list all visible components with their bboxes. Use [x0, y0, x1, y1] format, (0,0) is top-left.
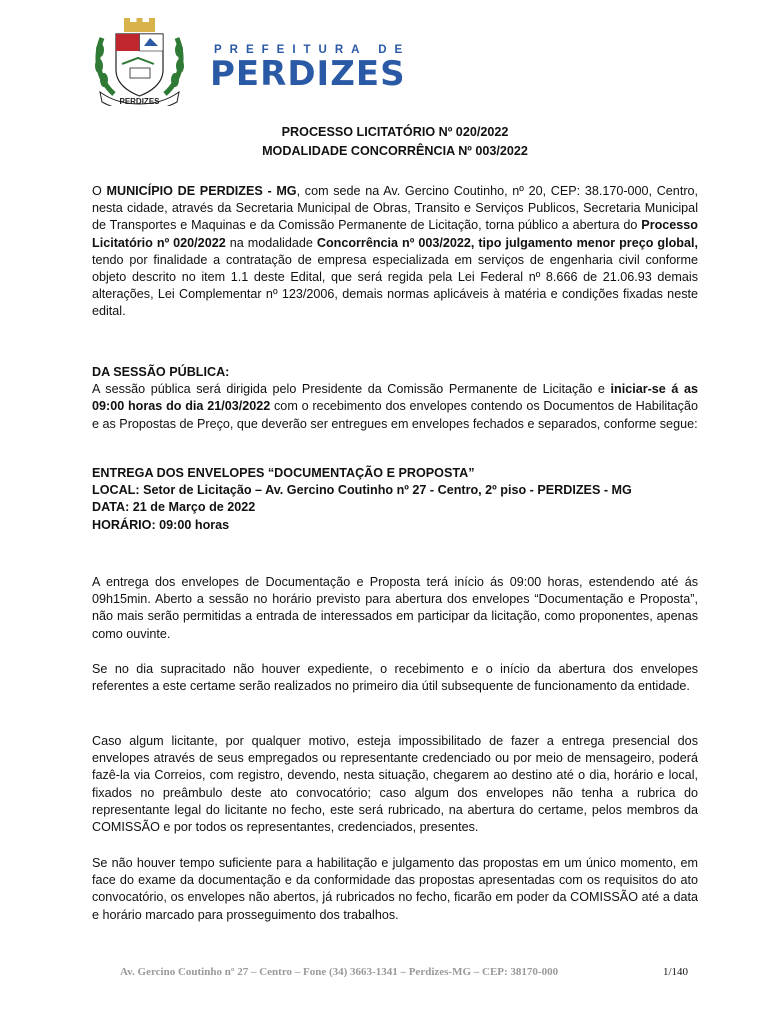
intro-b2: Processo Licitatório nº 020/2022 — [92, 218, 698, 250]
no-business-day-paragraph: Se no dia supracitado não houver expediente, o recebimento e o início da abertura dos envelopes referentes a este certame serão realizados no primeiro dia útil subsequente de funcionamento da entidade. — [92, 662, 698, 694]
municipal-crest-icon — [92, 18, 187, 106]
intro-t3: na modalidade — [225, 235, 317, 250]
delivery-line-2: LOCAL: Setor de Licitação – Av. Gercino Coutinho nº 27 - Centro, 2º piso - PERDIZES - MG — [92, 483, 632, 498]
intro-b1: MUNICÍPIO DE PERDIZES - MG — [106, 184, 297, 198]
crest-ribbon-text: PERDIZES — [119, 97, 160, 106]
brand-main: PERDIZES — [210, 54, 406, 94]
page-number: 1/140 — [662, 966, 688, 978]
mail-delivery-paragraph: Caso algum licitante, por qualquer motivo, esteja impossibilitado de fazer a entrega presencial dos envelopes através de seus empregados ou representante credenciado ou por meio de mensageiro, poderá fazê-la via Correios, com registro, devendo, nesta situação, chegarem ao destino até o dia, horário e local, fixados no preâmbulo deste ato convocatório; caso algum dos envelopes não tenha a rubrica do representante legal do licitante no fecho, este será rubricado, na abertura do certame, pelos membros da COMISSÃO e por todos os representantes, credenciados, presentes. — [92, 734, 698, 835]
session-b1: iniciar-se á as 09:00 horas do dia 21/03/2022 — [92, 382, 698, 414]
session-heading: DA SESSÃO PÚBLICA: — [92, 365, 230, 379]
insufficient-time-paragraph: Se não houver tempo suficiente para a habilitação e julgamento das propostas em um único momento, em face do exame da documentação e da conformidade das propostas apresentadas com os requisitos do ato convocatório, os envelopes não abertos, já rubricados no fecho, ficarão em poder da COMISSÃO até a data e horário marcado para prosseguimento dos trabalhos. — [92, 856, 698, 922]
page-header — [92, 18, 412, 108]
intro-b3: Concorrência nº 003/2022, tipo julgamento menor preço global, — [316, 235, 698, 250]
session-t1: A sessão pública será dirigida pelo Presidente da Comissão Permanente de Licitação e — [92, 382, 611, 397]
intro-t1: O — [92, 184, 107, 198]
intro-t2: , com sede na Av. Gercino Coutinho, nº 20, CEP: 38.170-000, Centro, nesta cidade, através da Secretaria Municipal de Obras, Transito e Serviços Publicos, Secretaria Municipal de Transportes e Maquinas e da Comissão Permanente de Licitação, torna público a abertura do — [92, 184, 699, 233]
delivery-line-4: HORÁRIO: 09:00 horas — [92, 517, 230, 532]
delivery-line-1: ENTREGA DOS ENVELOPES “DOCUMENTAÇÃO E PROPOSTA” — [92, 466, 475, 480]
delivery-block — [92, 465, 698, 534]
document-title — [92, 123, 698, 161]
intro-t4: tendo por finalidade a contratação de empresa especializada em serviços de engenharia civil conforme objeto descrito no item 1.1 deste Edital, que será regida pela Lei Federal nº 8.666 de 21.06.93 demais alterações, Lei Complementar nº 123/2006, demais normas aplicáveis à matéria e condições fixadas neste edital. — [92, 252, 698, 319]
delivery-line-3: DATA: 21 de Março de 2022 — [92, 500, 256, 515]
session-t2: com o recebimento dos envelopes contendo os Documentos de Habilitação e as Propostas de Preço, que deverão ser entregues em envelopes fechados e separados, conforme segue: — [92, 399, 698, 431]
brand-top: PREFEITURA DE — [214, 44, 411, 56]
footer-address: Av. Gercino Coutinho nº 27 – Centro – Fone (34) 3663-1341 – Perdizes-MG – CEP: 38170-000 — [120, 966, 559, 978]
title-line-1: PROCESSO LICITATÓRIO Nº 020/2022 — [281, 125, 509, 139]
delivery-time-paragraph: A entrega dos envelopes de Documentação e Proposta terá início ás 09:00 horas, estendendo até ás 09h15min. Aberto a sessão no horário previsto para abertura dos envelopes “Documentação e Proposta”, não mais serão permitidas a entrada de interessados em participar da licitação, como proponentes, apenas como ouvinte. — [92, 575, 698, 641]
intro-paragraph — [92, 183, 698, 321]
title-line-2: MODALIDADE CONCORRÊNCIA Nº 003/2022 — [262, 144, 528, 158]
session-section — [92, 364, 698, 433]
